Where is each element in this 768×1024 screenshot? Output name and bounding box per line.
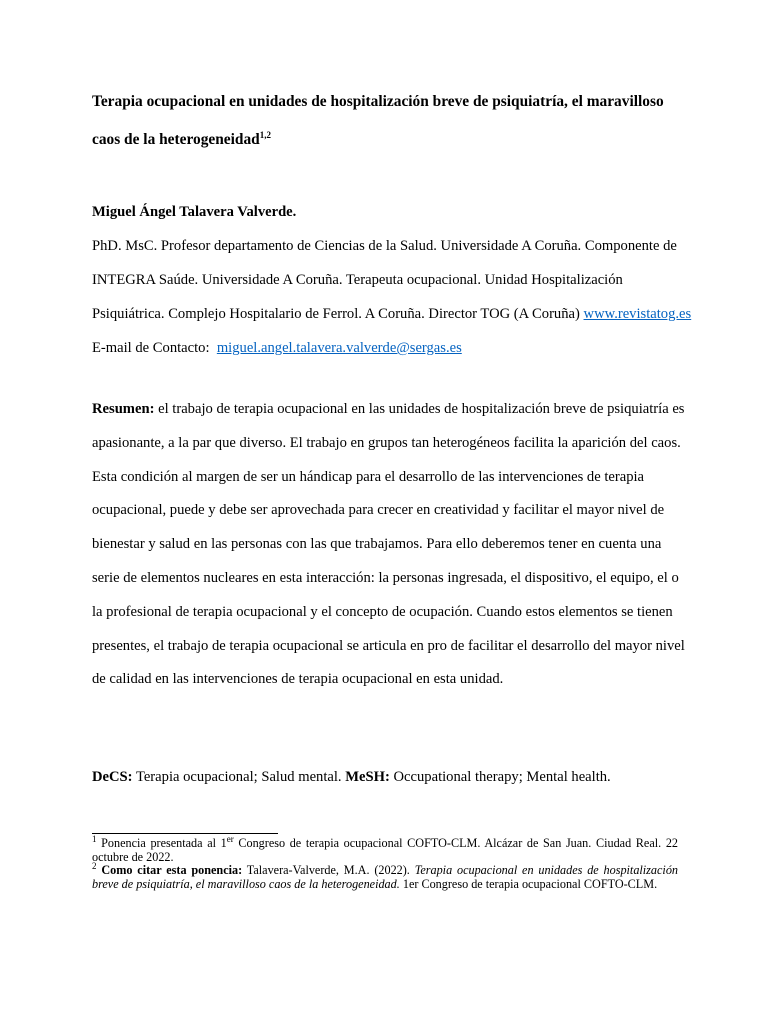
author-name: Miguel Ángel Talavera Valverde.	[92, 204, 297, 220]
footnote-2	[92, 861, 679, 891]
mesh-text: Occupational therapy; Mental health.	[393, 769, 611, 785]
keywords	[92, 764, 690, 790]
decs-label: DeCS:	[92, 769, 133, 785]
footnote-2-pre: Talavera-Valverde, M.A. (2022).	[246, 863, 410, 878]
contact-label: E-mail de Contacto:	[92, 340, 210, 356]
author-block	[92, 195, 692, 365]
title-footnote-refs: 1,2	[259, 129, 271, 140]
decs-text: Terapia ocupacional; Salud mental.	[135, 769, 342, 785]
footnote-1-sup: er	[226, 833, 234, 844]
author-affiliation	[92, 229, 692, 365]
abstract	[92, 393, 690, 697]
footnote-2-post: 1er Congreso de terapia ocupacional COFTO-CLM.	[402, 876, 658, 891]
mesh-label: MeSH:	[345, 769, 390, 785]
footnote-2-mark: 2	[92, 861, 97, 872]
footnote-separator	[92, 833, 278, 834]
abstract-label: Resumen:	[92, 401, 155, 417]
email-link[interactable]: miguel.angel.talavera.valverde@sergas.es	[216, 340, 462, 356]
paper-title	[92, 83, 692, 159]
footnote-1-mark: 1	[92, 833, 97, 844]
footnote-1-pre: Ponencia presentada al 1	[101, 836, 227, 850]
affiliation-text: PhD. MsC. Profesor departamento de Ciencias de la Salud. Universidade A Coruña. Componente de INTEGRA Saúde. Universidade A Coruña. Terapeuta ocupacional. Unidad Hospitalización Psiquiátrica. Complejo Hospitalario de Ferrol. A Coruña. Director TOG (A Coruña)	[92, 238, 677, 322]
footnotes	[92, 833, 679, 891]
footnote-1-post: Congreso de terapia ocupacional COFTO-CLM. Alcázar de San Juan. Ciudad Real. 22 octubre de 2022.	[92, 836, 679, 864]
footnote-2-label: Como citar esta ponencia:	[101, 863, 243, 878]
website-link[interactable]: www.revistatog.es	[583, 306, 692, 322]
paper-title-text: Terapia ocupacional en unidades de hospitalización breve de psiquiatría, el maravilloso caos de la heterogeneidad	[92, 93, 664, 148]
abstract-text: el trabajo de terapia ocupacional en las unidades de hospitalización breve de psiquiatría es apasionante, a la par que diverso. El trabajo en grupos tan heterogéneos facilita la aparición del caos. Esta condición al margen de ser un hándicap para el desarrollo de las intervenciones de terapia ocupacional, puede y debe ser aprovechada para crecer en creatividad y facilitar el mayor nivel de bienestar y salud en las personas con las que trabajamos. Para ello deberemos tener en cuenta una serie de elementos nucleares en esta interacción: la personas ingresada, el dispositivo, el equipo, el o la profesional de terapia ocupacional y el concepto de ocupación. Cuando estos elementos se tienen presentes, el trabajo de terapia ocupacional se articula en pro de facilitar el desarrollo del mayor nivel de calidad en las intervenciones de terapia ocupacional en esta unidad.	[92, 401, 685, 688]
footnote-1	[92, 833, 679, 864]
footnote-2-italic: Terapia ocupacional en unidades de hospitalización breve de psiquiatría, el maravilloso caos de la heterogeneidad.	[92, 863, 679, 891]
